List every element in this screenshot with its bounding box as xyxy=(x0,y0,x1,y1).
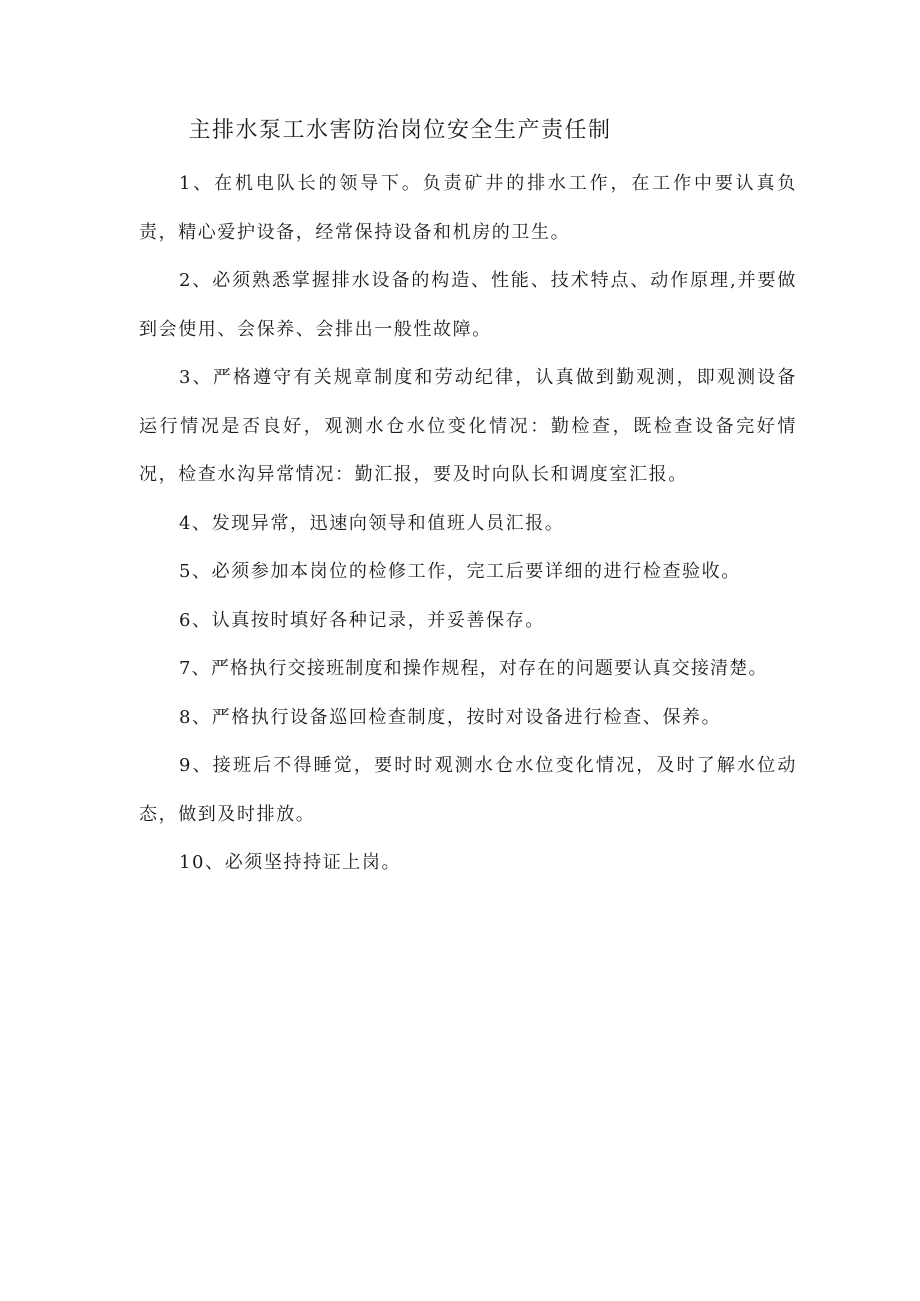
paragraph-3: 3、严格遵守有关规章制度和劳动纪律，认真做到勤观测，即观测设备运行情况是否良好，观测水仓水位变化情况：勤检查，既检查设备完好情况，检查水沟异常情况：勤汇报，要及时向队长和调度室汇报。 xyxy=(139,367,797,485)
paragraph-9: 9、接班后不得睡觉，要时时观测水仓水位变化情况，及时了解水位动态，做到及时排放。 xyxy=(139,755,797,825)
paragraph-7: 7、严格执行交接班制度和操作规程，对存在的问题要认真交接清楚。 xyxy=(179,658,768,679)
paragraph-6: 6、认真按时填好各种记录，并妥善保存。 xyxy=(179,609,545,631)
paragraph-1: 1、在机电队长的领导下。负责矿井的排水工作，在工作中要认真负责，精心爱护设备，经常保持设备和机房的卫生。 xyxy=(139,173,797,243)
document-body xyxy=(139,160,797,888)
paragraph-4: 4、发现异常，迅速向领导和值班人员汇报。 xyxy=(179,512,565,534)
paragraph-10: 10、必须坚持持证上岗。 xyxy=(179,852,402,873)
document-title: 主排水泵工水害防治岗位安全生产责任制 xyxy=(188,118,612,143)
paragraph-5: 5、必须参加本岗位的检修工作，完工后要详细的进行检查验收。 xyxy=(179,561,741,582)
paragraph-2: 2、必须熟悉掌握排水设备的构造、性能、技术特点、动作原理,并要做到会使用、会保养、会排出一般性故障。 xyxy=(139,270,797,340)
paragraph-8: 8、严格执行设备巡回检查制度，按时对设备进行检查、保养。 xyxy=(179,706,722,728)
